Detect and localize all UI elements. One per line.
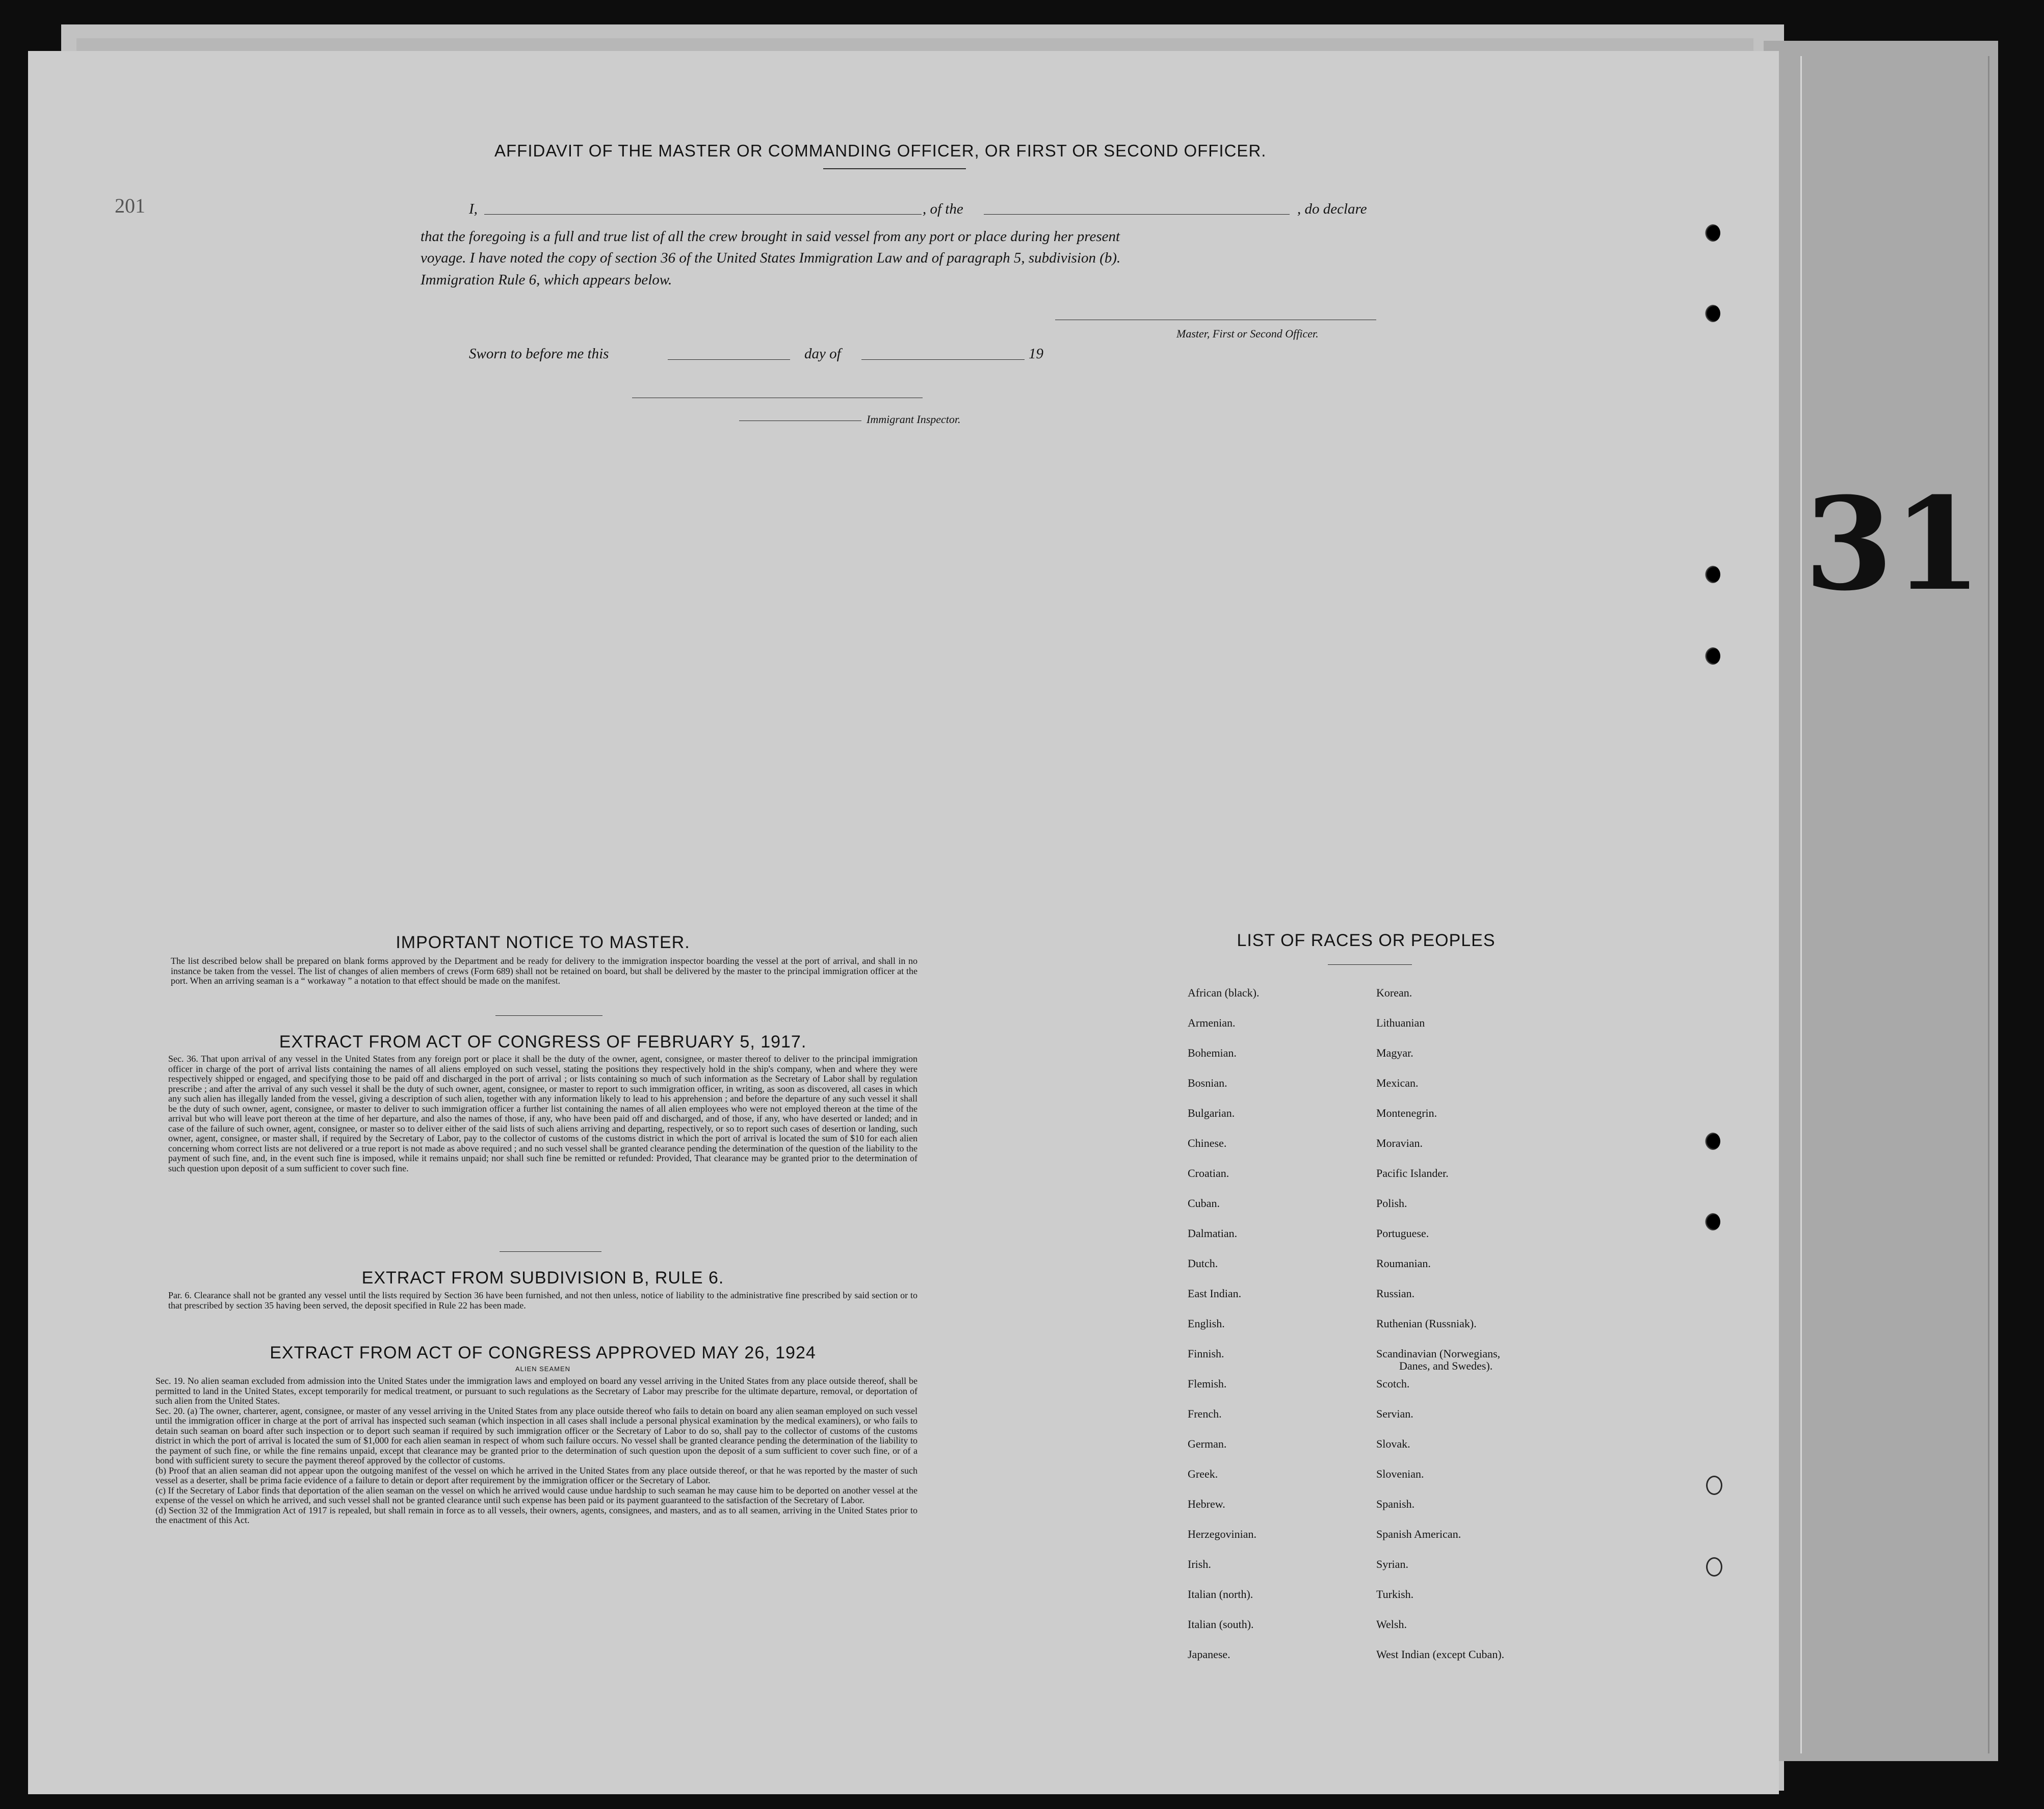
stamp-number: 201	[115, 194, 145, 217]
alien-seamen-subtitle: ALIEN SEAMEN	[515, 1365, 571, 1373]
race-item: Herzegovinian.	[1188, 1528, 1256, 1540]
sworn-day-line	[668, 359, 790, 360]
race-item: Slovak.	[1376, 1437, 1410, 1450]
subdivision-b-body: Par. 6. Clearance shall not be granted any vessel until the lists required by Section 36 have been furnished, and not then unless, notice of liability to the administrative fine prescribed by said section or to that prescribed by section 35 having been served, the deposit specified in Rule 22 has been made.	[168, 1290, 918, 1310]
declare-line-2: that the foregoing is a full and true list of all the crew brought in said vessel from any port or place during her present	[421, 228, 1120, 245]
separator	[500, 1251, 601, 1252]
declare-of-the: , of the	[923, 201, 963, 217]
handwritten-number: 31	[1804, 469, 1982, 619]
race-item: Spanish.	[1376, 1498, 1415, 1510]
race-item: Welsh.	[1376, 1618, 1407, 1631]
page-edge-strip	[1764, 41, 1998, 1761]
binder-hole	[1705, 1133, 1720, 1150]
vessel-blank-line	[984, 214, 1290, 215]
race-item: Magyar.	[1376, 1046, 1413, 1059]
declare-line-3: voyage. I have noted the copy of section 36 of the United States Immigration Law and of paragraph 5, subdivision (b).	[421, 250, 1121, 266]
page-edge-line	[1988, 56, 1989, 1753]
race-item: Ruthenian (Russniak).	[1376, 1317, 1477, 1330]
race-item: Bosnian.	[1188, 1077, 1227, 1089]
race-item: English.	[1188, 1317, 1225, 1330]
section-20c: (c) If the Secretary of Labor finds that deportation of the alien seaman on the vessel on which he arrived would cause undue hardship to such seaman he may cause him to be deported on another vessel at the expense of the vessel on which he arrived, and such vessel shall not be granted clearance until such expense has been paid or its payment guaranteed to the satisfaction of the Secretary of Labor.	[155, 1485, 918, 1505]
race-item: Italian (north).	[1188, 1588, 1253, 1601]
race-item: German.	[1188, 1437, 1227, 1450]
race-item: Japanese.	[1188, 1648, 1230, 1661]
race-item: Cuban.	[1188, 1197, 1220, 1210]
binder-hole	[1705, 305, 1720, 322]
declare-i: I,	[469, 201, 478, 217]
binder-hole	[1705, 566, 1720, 583]
page-edge-line	[1800, 56, 1802, 1753]
races-title: LIST OF RACES OR PEOPLES	[1237, 931, 1496, 950]
sworn-text: Sworn to before me this	[469, 346, 609, 362]
declare-line-4: Immigration Rule 6, which appears below.	[421, 272, 672, 288]
affidavit-title: AFFIDAVIT OF THE MASTER OR COMMANDING OFFICER, OR FIRST OR SECOND OFFICER.	[494, 141, 1267, 160]
race-item: Italian (south).	[1188, 1618, 1254, 1631]
binder-hole	[1705, 647, 1720, 665]
race-item: Portuguese.	[1376, 1227, 1429, 1240]
section-19: Sec. 19. No alien seaman excluded from admission into the United States under the immigration laws and employed on board any vessel arriving in the United States from any place outside thereof, shall be permitted to land in the United States, except temporarily for medical treatment, or pursuant to such regulations as the Secretary of Labor may prescribe for the ultimate departure, removal, or deportation of such alien from the United States.	[155, 1376, 918, 1406]
race-item: Turkish.	[1376, 1588, 1414, 1601]
section-20a: Sec. 20. (a) The owner, charterer, agent, consignee, or master of any vessel arriving in the United States from any place outside thereof who fails to detain on board any alien seaman employed on such vessel until the immigration officer in charge at the port of arrival has inspected such seaman (which inspection in all cases shall include a personal physical examination by the medical examiners), or who fails to detain such seaman on board after such inspection or to deport such seaman if required by such immigration officer or the Secretary of Labor to do so, shall pay to the collector of customs of the customs district in which the port of arrival is located the sum of $1,000 for each alien seaman in respect of whom such failure occurs. No vessel shall be granted clearance pending the determination of the liability to the payment of such fine, or while the fine remains unpaid, except that clearance may be granted prior to the determination of such question upon the deposit of a sum sufficient to cover such fine, or of a bond with sufficient surety to secure the payment thereof approved by the collector of customs.	[155, 1405, 918, 1465]
binder-hole	[1705, 1213, 1720, 1230]
race-item: Bohemian.	[1188, 1046, 1237, 1059]
race-item: Spanish American.	[1376, 1528, 1461, 1540]
sworn-day-of: day of	[804, 346, 841, 362]
declare-end: , do declare	[1297, 201, 1367, 217]
section-20b: (b) Proof that an alien seaman did not appear upon the outgoing manifest of the vessel on which he arrived in the United States from any place outside thereof, or that he was reported by the master of such vessel as a deserter, shall be prima facie evidence of a failure to detain or deport after requirement by the immigration officer or the Secretary of Labor.	[155, 1465, 918, 1485]
race-item: East Indian.	[1188, 1287, 1242, 1300]
signer-label: Master, First or Second Officer.	[1176, 327, 1319, 340]
race-item: Chinese.	[1188, 1137, 1227, 1149]
race-item: Dutch.	[1188, 1257, 1218, 1270]
inspector-label: Immigrant Inspector.	[867, 413, 961, 426]
extract-1924-body	[155, 1376, 918, 1526]
race-item: Irish.	[1188, 1558, 1211, 1570]
section-20d: (d) Section 32 of the Immigration Act of 1917 is repealed, but shall remain in force as to all vessels, their owners, agents, consignees, and masters, and as to all seamen, arriving in the United States prior to the enactment of this Act.	[155, 1505, 918, 1525]
race-item: Scandinavian (Norwegians,	[1376, 1347, 1501, 1360]
race-item: Servian.	[1376, 1407, 1413, 1420]
race-item: Bulgarian.	[1188, 1107, 1235, 1119]
race-item: French.	[1188, 1407, 1222, 1420]
name-blank-line	[484, 214, 922, 215]
race-item: Flemish.	[1188, 1377, 1227, 1390]
race-item: Roumanian.	[1376, 1257, 1431, 1270]
race-item: Slovenian.	[1376, 1467, 1424, 1480]
races-underline	[1328, 964, 1412, 965]
race-item: Armenian.	[1188, 1016, 1236, 1029]
notice-title: IMPORTANT NOTICE TO MASTER.	[396, 933, 690, 952]
extract-1917-body: Sec. 36. That upon arrival of any vessel in the United States from any foreign port or place it shall be the duty of the owner, agent, consignee, or master thereof to deliver to the principal immigration officer in charge of the port of arrival lists containing the names of all aliens employed on such vessel, stating the positions they respectively hold in the ship's company, when and where they were respectively shipped or engaged, and specifying those to be paid off and discharged in the port of arrival ; or lists containing so much of such information as the Secretary of Labor shall by regulation prescribe ; and after the arrival of any such vessel it shall be the duty of such owner, agent, consignee, or master to report to such immigration officer, in writing, as soon as discovered, all cases in which any such alien has illegally landed from the vessel, giving a description of such alien, together with any information likely to lead to his apprehension ; and before the departure of any such vessel it shall be the duty of such owner, agent, consignee, or master to deliver to such immigration officer a further list containing the names of all alien employees who were not employed thereon at the time of the arrival but who will leave port thereon at the time of her departure, and also the names of those, if any, who have been paid off and discharged, and of those, if any, who have deserted or landed; and in case of the failure of such owner, agent, consignee, or master so to deliver either of the said lists of such aliens arriving and departing, respectively, or so to report such cases of desertion or landing, such owner, agent, consignee, or master shall, if required by the Secretary of Labor, pay to the collector of customs of the customs district in which the port of arrival is located the sum of $10 for each alien concerning whom correct lists are not delivered or a true report is not made as above required ; and no such vessel shall be granted clearance pending the determination of the question of the liability to the payment of such fine, and, in the event such fine is imposed, while it remains unpaid; nor shall such fine be remitted or refunded: Provided, That clearance may be granted prior to the determination of such question upon deposit of a sum sufficient to cover such fine.	[168, 1054, 918, 1173]
race-item: Syrian.	[1376, 1558, 1408, 1570]
race-item: Greek.	[1188, 1467, 1218, 1480]
race-item: Dalmatian.	[1188, 1227, 1238, 1240]
race-item: Lithuanian	[1376, 1016, 1425, 1029]
race-item: Korean.	[1376, 986, 1412, 999]
subdivision-b-title: EXTRACT FROM SUBDIVISION B, RULE 6.	[361, 1268, 724, 1288]
race-item: Montenegrin.	[1376, 1107, 1437, 1119]
race-item: Finnish.	[1188, 1347, 1224, 1360]
title-underline	[823, 168, 966, 169]
race-item: Pacific Islander.	[1376, 1167, 1449, 1179]
race-item: West Indian (except Cuban).	[1376, 1648, 1505, 1661]
document-sheet	[28, 51, 1779, 1794]
race-item: Mexican.	[1376, 1077, 1419, 1089]
race-item: Hebrew.	[1188, 1498, 1225, 1510]
binder-hole	[1706, 1557, 1722, 1577]
extract-1917-title: EXTRACT FROM ACT OF CONGRESS OF FEBRUARY 5, 1917.	[279, 1032, 807, 1052]
race-item: African (black).	[1188, 986, 1260, 999]
sworn-month-line	[861, 359, 1025, 360]
extract-1924-title: EXTRACT FROM ACT OF CONGRESS APPROVED MAY 26, 1924	[270, 1343, 816, 1362]
race-item: Russian.	[1376, 1287, 1415, 1300]
binder-hole	[1706, 1476, 1722, 1495]
separator	[495, 1015, 602, 1016]
race-item-continued: Danes, and Swedes).	[1399, 1359, 1493, 1372]
binder-hole	[1705, 224, 1720, 242]
notice-body: The list described below shall be prepared on blank forms approved by the Department and be ready for delivery to the immigration inspector boarding the vessel at the port of arrival, and shall in no instance be taken from the vessel. The list of changes of alien members of crews (Form 689) shall not be retained on board, but shall be delivered by the master to the principal immigration officer at the port. When an arriving seaman is a “ workaway ” a notation to that effect should be made on the manifest.	[171, 956, 918, 986]
race-item: Scotch.	[1376, 1377, 1410, 1390]
race-item: Moravian.	[1376, 1137, 1423, 1149]
sworn-year: 19	[1029, 346, 1043, 362]
race-item: Polish.	[1376, 1197, 1407, 1210]
race-item: Croatian.	[1188, 1167, 1229, 1179]
